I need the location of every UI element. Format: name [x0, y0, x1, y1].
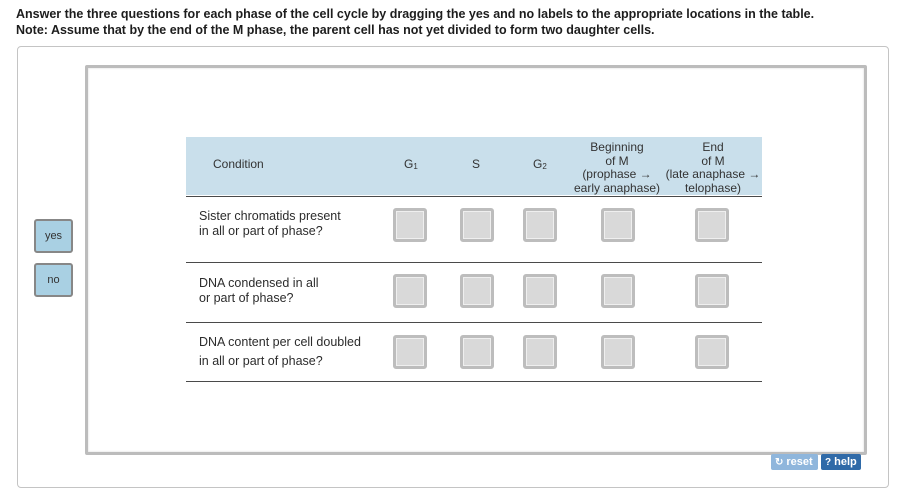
row-divider [186, 262, 762, 263]
drop-target-r3-s[interactable] [460, 335, 494, 369]
drop-target-r1-s[interactable] [460, 208, 494, 242]
header-s: S [472, 157, 481, 171]
drop-target-r1-begin-m[interactable] [601, 208, 635, 242]
instructions [16, 6, 886, 38]
header-g1: $G_1$ [404, 157, 418, 171]
drop-target-r2-g2[interactable] [523, 274, 557, 308]
drop-target-r2-g1[interactable] [393, 274, 427, 308]
yes-label[interactable]: yes [34, 219, 73, 253]
header-g2: $G_2$ [533, 157, 547, 171]
header-end-of-m: End of M (late anaphase → telophase) [665, 140, 761, 195]
reset-icon: ↻ [775, 456, 784, 468]
drop-target-r1-end-m[interactable] [695, 208, 729, 242]
row-divider [186, 381, 762, 382]
instructions-line-1: Answer the three questions for each phase of the cell cycle by dragging the yes and no labels to the appropriate locations in the table. [16, 7, 815, 21]
header-beginning-of-m: Beginning of M (prophase → early anaphase) [573, 140, 661, 195]
help-label: help [834, 456, 857, 468]
help-icon: ? [825, 456, 832, 468]
row-condition-2: DNA condensed in all or part of phase? [199, 276, 319, 305]
row-condition-3: DNA content per cell doubled in all or part of phase? [199, 335, 361, 368]
no-label[interactable]: no [34, 263, 73, 297]
drop-target-r3-begin-m[interactable] [601, 335, 635, 369]
drop-target-r1-g2[interactable] [523, 208, 557, 242]
drop-target-r3-end-m[interactable] [695, 335, 729, 369]
drop-target-r1-g1[interactable] [393, 208, 427, 242]
reset-button[interactable] [771, 454, 818, 470]
help-button[interactable] [821, 454, 861, 470]
instructions-line-2: Note: Assume that by the end of the M phase, the parent cell has not yet divided to form two daughter cells. [16, 23, 655, 37]
reset-label: reset [786, 456, 813, 468]
row-divider [186, 322, 762, 323]
drop-target-r3-g1[interactable] [393, 335, 427, 369]
drop-target-r2-end-m[interactable] [695, 274, 729, 308]
table-canvas [85, 65, 867, 455]
drop-target-r2-begin-m[interactable] [601, 274, 635, 308]
row-condition-1: Sister chromatids present in all or part of phase? [199, 209, 341, 238]
drop-target-r2-s[interactable] [460, 274, 494, 308]
drop-target-r3-g2[interactable] [523, 335, 557, 369]
row-divider [186, 196, 762, 197]
condition-header: Condition [213, 157, 264, 171]
